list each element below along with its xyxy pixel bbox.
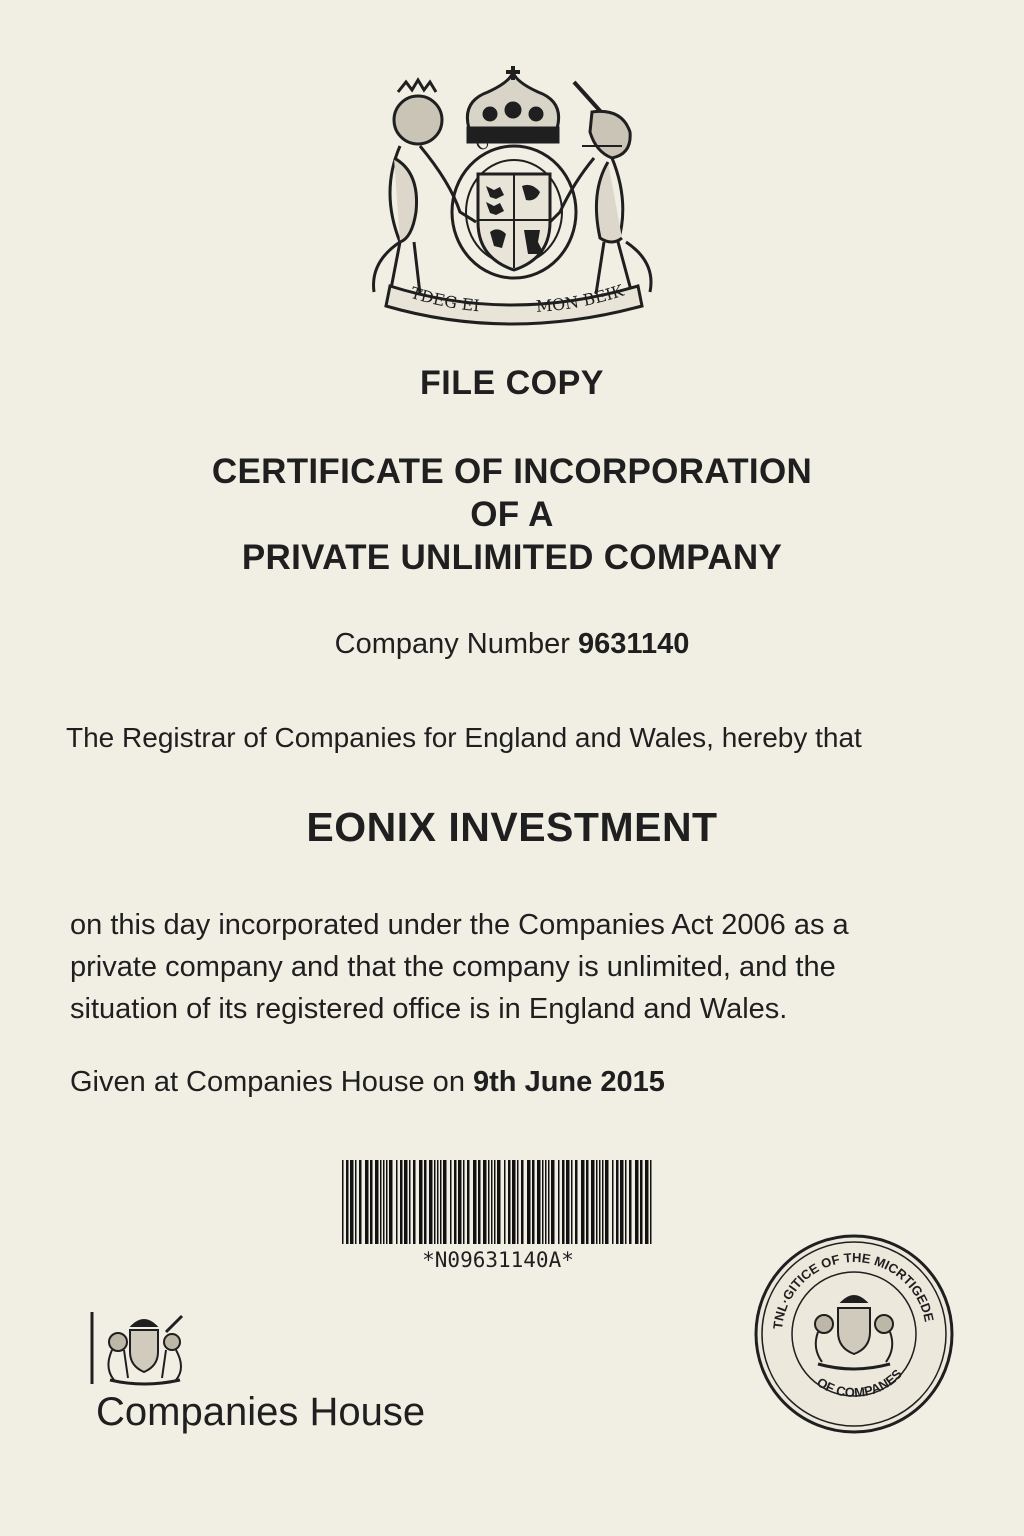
barcode-bar	[537, 1160, 541, 1244]
company-name: EONIX INVESTMENT	[306, 804, 718, 850]
barcode-bar	[596, 1160, 598, 1244]
barcode-bar	[602, 1160, 604, 1244]
barcode-bar	[409, 1160, 411, 1244]
garter-text: CUTIA	[472, 124, 536, 156]
seal-bottom-text: OF COMPANES	[814, 1366, 906, 1401]
barcode-bar	[478, 1160, 481, 1244]
barcode-bar	[424, 1160, 427, 1244]
companies-house-crest-icon	[88, 1308, 198, 1388]
barcode-bar	[497, 1160, 501, 1244]
barcode-bar	[389, 1160, 393, 1244]
barcode-bar	[440, 1160, 442, 1244]
barcode-bar	[625, 1160, 627, 1244]
barcode-bar	[581, 1160, 585, 1244]
barcode-bar	[437, 1160, 439, 1244]
title-line: PRIVATE UNLIMITED COMPANY	[241, 538, 783, 577]
barcode-bar	[473, 1160, 477, 1244]
barcode-bar	[620, 1160, 624, 1244]
given-date: 9th June 2015	[473, 1066, 665, 1098]
barcode-bar	[542, 1160, 544, 1244]
barcode-bar	[591, 1160, 595, 1244]
registrar-seal-icon	[752, 1232, 956, 1436]
barcode-bar	[370, 1160, 373, 1244]
barcode-bar	[548, 1160, 550, 1244]
companies-house-logo-text: Companies House	[96, 1390, 426, 1434]
barcode-bar	[586, 1160, 589, 1244]
barcode-bar	[566, 1160, 570, 1244]
given-at-label: Given at Companies House on	[70, 1066, 465, 1098]
barcode-bar	[443, 1160, 447, 1244]
barcode-bar	[355, 1160, 357, 1244]
company-number-value: 9631140	[578, 628, 690, 660]
barcode-bar	[380, 1160, 382, 1244]
motto-right-text: MON BEIK	[535, 280, 627, 316]
barcode-bar	[458, 1160, 462, 1244]
barcode-bar	[419, 1160, 423, 1244]
barcode-bar	[532, 1160, 535, 1244]
barcode-bar	[365, 1160, 369, 1244]
company-number-label: Company Number	[334, 628, 570, 660]
barcode-bar	[429, 1160, 433, 1244]
barcode-bar	[527, 1160, 531, 1244]
barcode-bar	[521, 1160, 524, 1244]
barcode-bar	[562, 1160, 565, 1244]
barcode-bar	[545, 1160, 547, 1244]
barcode-bar	[359, 1160, 362, 1244]
barcode-bar	[599, 1160, 601, 1244]
barcode-bar	[404, 1160, 408, 1244]
barcode-bar	[454, 1160, 457, 1244]
file-copy-heading: FILE COPY	[420, 364, 604, 402]
barcode-bar	[558, 1160, 560, 1244]
royal-coat-of-arms-icon	[360, 62, 666, 330]
barcode-bar	[605, 1160, 609, 1244]
barcode-bar	[629, 1160, 632, 1244]
body-line: situation of its registered office is in England and Wales.	[70, 993, 788, 1025]
barcode-bar	[645, 1160, 649, 1244]
barcode-bar	[517, 1160, 519, 1244]
barcode-bar	[400, 1160, 403, 1244]
barcode-bar	[650, 1160, 652, 1244]
barcode-bar	[396, 1160, 398, 1244]
barcode-bar	[612, 1160, 614, 1244]
body-line: on this day incorporated under the Companies Act 2006 as a	[70, 909, 849, 941]
barcode-bar	[463, 1160, 465, 1244]
seal-top-text: TNL·GITICE OF THE MICRTIGEDE	[770, 1249, 937, 1330]
barcode-bar	[571, 1160, 573, 1244]
barcode-bar	[512, 1160, 516, 1244]
barcode-bar	[413, 1160, 416, 1244]
barcode-icon	[340, 1160, 656, 1244]
barcode-bar	[635, 1160, 639, 1244]
company-number-line	[0, 628, 1024, 661]
barcode-bar	[491, 1160, 493, 1244]
barcode-bar	[575, 1160, 578, 1244]
barcode-bar	[616, 1160, 619, 1244]
barcode-bar	[508, 1160, 511, 1244]
incorporation-statement	[70, 904, 970, 1030]
motto-left-text: TDEG EI	[408, 282, 481, 316]
barcode-bar	[504, 1160, 506, 1244]
barcode-text: *N09631140A*	[422, 1248, 574, 1272]
barcode-bar	[450, 1160, 452, 1244]
barcode-bar	[346, 1160, 349, 1244]
barcode-bar	[551, 1160, 555, 1244]
barcode-bar	[434, 1160, 436, 1244]
given-at-line	[70, 1066, 665, 1099]
barcode-bar	[467, 1160, 470, 1244]
registrar-statement: The Registrar of Companies for England and Wales, hereby that	[66, 722, 862, 753]
body-line: private company and that the company is unlimited, and the	[70, 951, 836, 983]
barcode-bar	[640, 1160, 643, 1244]
title-line: CERTIFICATE OF INCORPORATION	[211, 452, 813, 491]
title-line: OF A	[470, 495, 554, 534]
barcode-bar	[488, 1160, 490, 1244]
barcode-bar	[375, 1160, 379, 1244]
barcode-bar	[342, 1160, 344, 1244]
barcode-bar	[483, 1160, 487, 1244]
barcode-bar	[494, 1160, 496, 1244]
barcode-bar	[350, 1160, 354, 1244]
barcode-bar	[386, 1160, 388, 1244]
certificate-title	[0, 450, 1024, 579]
barcode-bar	[383, 1160, 385, 1244]
